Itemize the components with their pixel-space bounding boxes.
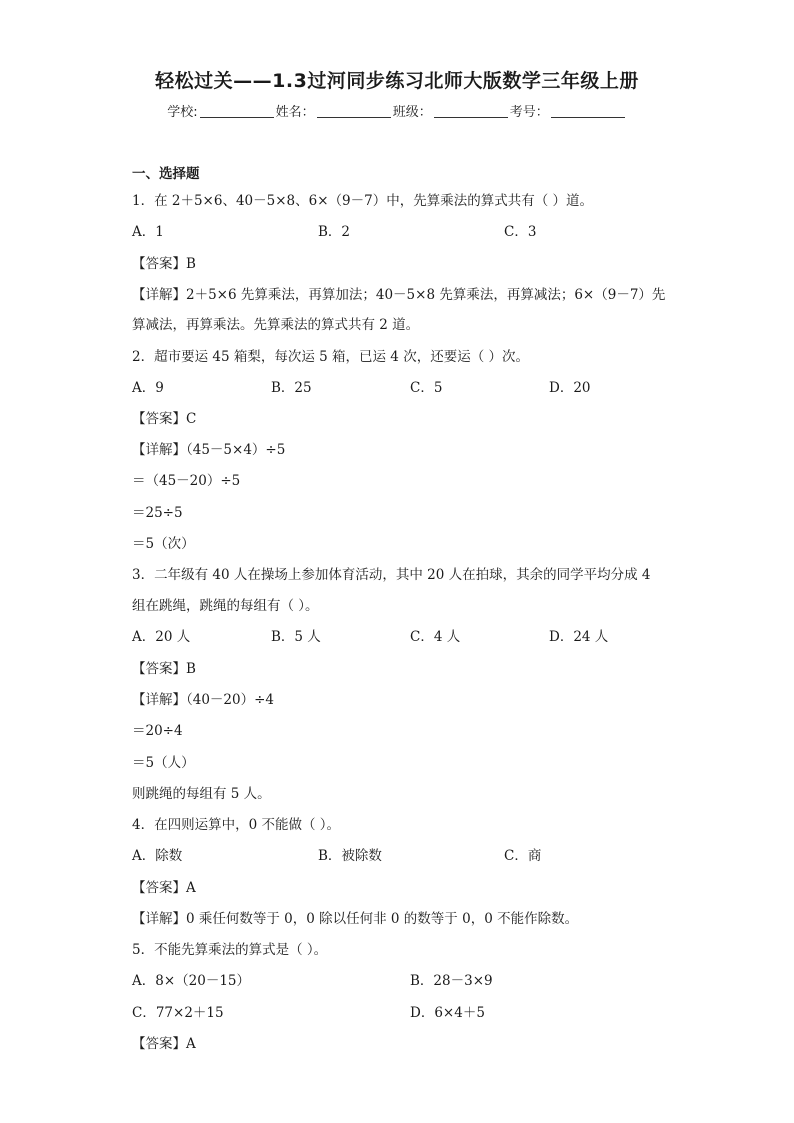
question-2-detail: ＝（45－20）÷5 <box>132 473 241 489</box>
question-3-option-a: A．20 人 <box>132 629 191 645</box>
question-2-option-b: B．25 <box>271 380 312 396</box>
question-3-option-b: B．5 人 <box>271 629 321 645</box>
question-2-stem: 2．超市要运 45 箱梨，每次运 5 箱，已运 4 次，还要运（ ）次。 <box>132 349 529 365</box>
exam-no-blank[interactable] <box>551 104 625 118</box>
page-title: 轻松过关——1.3过河同步练习北师大版数学三年级上册 <box>155 70 639 92</box>
question-2-option-c: C．5 <box>410 380 443 396</box>
question-3-stem: 组在跳绳，跳绳的每组有（ ）。 <box>132 598 319 614</box>
school-blank[interactable] <box>200 104 274 118</box>
question-5-stem: 5．不能先算乘法的算式是（ ）。 <box>132 942 328 958</box>
question-5-option-a: A．8×（20－15） <box>132 973 251 989</box>
question-3-detail: 则跳绳的每组有 5 人。 <box>132 786 271 802</box>
question-1-option-a: A．1 <box>132 224 164 240</box>
question-1-answer: 【答案】B <box>132 256 196 272</box>
section-title: 一、选择题 <box>132 166 200 182</box>
question-4-answer: 【答案】A <box>132 880 196 896</box>
question-1-option-b: B．2 <box>318 224 351 240</box>
question-2-option-d: D．20 <box>549 380 591 396</box>
question-2-detail: ＝25÷5 <box>132 505 183 521</box>
question-3-stem: 3．二年级有 40 人在操场上参加体育活动，其中 20 人在拍球，其余的同学平均分成 4 <box>132 567 651 583</box>
question-4-stem: 4．在四则运算中，0 不能做（ ）。 <box>132 817 341 833</box>
question-1-option-c: C．3 <box>504 224 537 240</box>
question-2-answer: 【答案】C <box>132 411 197 427</box>
question-5-option-d: D．6×4＋5 <box>410 1005 485 1021</box>
name-label: 姓名： <box>275 105 315 120</box>
question-5-option-c: C．77×2＋15 <box>132 1005 224 1021</box>
question-5-answer: 【答案】A <box>132 1036 196 1052</box>
name-blank[interactable] <box>317 104 391 118</box>
student-info-line <box>0 101 794 120</box>
question-4-detail: 【详解】0 乘任何数等于 0，0 除以任何非 0 的数等于 0，0 不能作除数。 <box>132 911 579 927</box>
class-blank[interactable] <box>434 104 508 118</box>
question-4-option-b: B．被除数 <box>318 848 382 864</box>
question-3-detail: ＝5（人） <box>132 755 195 771</box>
question-4-option-a: A．除数 <box>132 848 183 864</box>
question-1-stem: 1．在 2＋5×6、40－5×8、6×（9－7）中，先算乘法的算式共有（ ）道。 <box>132 193 593 209</box>
question-1-detail: 【详解】2＋5×6 先算乘法，再算加法；40－5×8 先算乘法，再算减法；6×（9－7）先 <box>132 287 666 303</box>
question-3-option-d: D．24 人 <box>549 629 609 645</box>
class-label: 班级： <box>392 105 432 120</box>
question-4-option-c: C．商 <box>504 848 542 864</box>
question-2-option-a: A．9 <box>132 380 164 396</box>
question-3-option-c: C．4 人 <box>410 629 461 645</box>
exam-no-label: 考号： <box>509 105 549 120</box>
question-3-detail: ＝20÷4 <box>132 723 183 739</box>
question-3-answer: 【答案】B <box>132 661 196 677</box>
school-label: 学校: <box>167 105 198 120</box>
question-5-option-b: B．28－3×9 <box>410 973 493 989</box>
question-2-detail: 【详解】（45－5×4）÷5 <box>132 442 286 458</box>
question-3-detail: 【详解】（40－20）÷4 <box>132 692 275 708</box>
question-1-detail: 算减法，再算乘法。先算乘法的算式共有 2 道。 <box>132 317 420 333</box>
question-2-detail: ＝5（次） <box>132 536 195 552</box>
